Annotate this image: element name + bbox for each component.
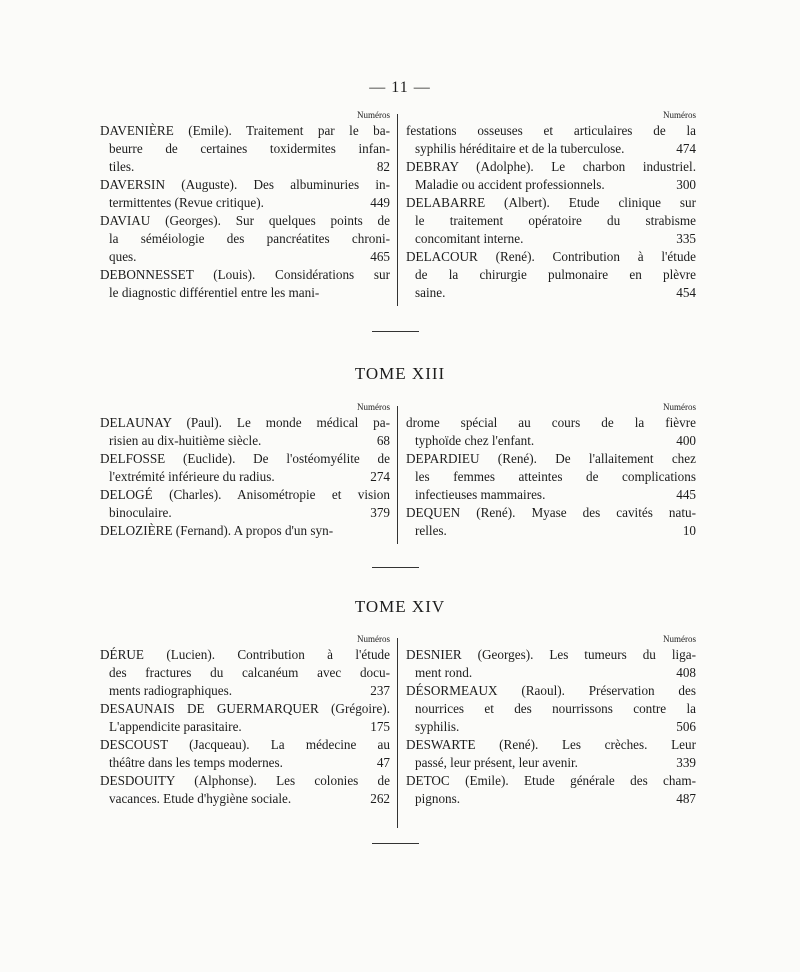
entry-text: binoculaire. [109,505,172,520]
entry-number: 262 [370,791,390,806]
entry-text: le diagnostic différentiel entre les mani- [109,285,320,300]
entry-text: ments radiographiques. [109,683,233,698]
section-tome-xiii [100,402,698,548]
entry-text: Maladie ou accident professionnels. [415,177,605,192]
entry-text: DAVERSIN (Auguste). Des albuminuries in- [100,177,390,192]
entry-text: festations osseuses et articulaires de la [406,123,696,138]
entry-text: l'extrémité inférieure du radius. [109,469,275,484]
index-entry [100,450,390,486]
entry-line [100,230,390,248]
tome-title: TOME XIII [354,364,446,383]
entry-number: 408 [676,665,696,680]
entry-text: DELOGÉ (Charles). Anisométropie et vision [100,487,390,502]
entry-line [406,140,696,158]
index-entry [406,682,696,736]
entry-text: concomitant interne. [415,231,524,246]
entry-number: 82 [376,159,390,174]
entry-line [100,248,390,266]
entry-line [100,122,390,140]
entry-line [100,284,390,302]
entry-text: le traitement opératoire du strabisme [415,213,696,228]
entry-text: infectieuses mammaires. [415,487,546,502]
index-entry [100,176,390,212]
entry-text: théâtre dans les temps modernes. [109,755,283,770]
entry-line [406,212,696,230]
entry-line [406,736,696,754]
column-divider [397,638,398,828]
index-entry [406,646,696,682]
right-column [406,110,696,302]
entry-line [100,790,390,808]
index-entry [406,194,696,248]
entry-text: typhoïde chez l'enfant. [415,433,535,448]
entry-line [100,718,390,736]
index-entry [100,414,390,450]
entry-line [406,248,696,266]
entry-line [406,664,696,682]
entry-text: DETOC (Emile). Etude générale des cham- [406,773,696,788]
entry-number: 335 [676,231,696,246]
entry-text: DELABARRE (Albert). Etude clinique sur [406,195,696,210]
right-column [406,634,696,808]
entry-number: 454 [676,285,696,300]
entry-line [406,790,696,808]
index-entry [406,414,696,450]
entry-number: 274 [370,469,390,484]
entry-text: beurre de certaines toxidermites infan- [109,141,390,156]
entry-text: DELOZIÈRE (Fernand). A propos d'un syn- [100,523,334,538]
entry-line [406,718,696,736]
entry-text: DAVENIÈRE (Emile). Traitement par le ba- [100,123,390,138]
entry-text: termittentes (Revue critique). [109,195,264,210]
column-divider [397,406,398,544]
index-entry [406,772,696,808]
column-divider [397,114,398,306]
entry-text: DESCOUST (Jacqueau). La médecine au [100,737,390,752]
right-column [406,402,696,540]
entry-line [406,486,696,504]
entry-line [406,682,696,700]
section-tome-xiv [100,634,698,824]
entry-text: relles. [415,523,447,538]
entry-number: 449 [370,195,390,210]
entry-text: syphilis. [415,719,460,734]
entry-text: de la chirurgie pulmonaire en plèvre [415,267,696,282]
section-tome-xii-continued [100,110,698,310]
entry-text: DEBONNESSET (Louis). Considérations sur [100,267,390,282]
entry-line [100,504,390,522]
entry-line [406,700,696,718]
index-entry [100,212,390,266]
index-entry [100,486,390,522]
entry-number: 506 [676,719,696,734]
numeros-label: Numéros [357,110,390,120]
entry-text: DESDOUITY (Alphonse). Les colonies de [100,773,390,788]
page-number: — 11 — [369,79,431,96]
entry-text: ques. [109,249,137,264]
entry-line [100,432,390,450]
entry-line [100,176,390,194]
left-column [100,634,390,808]
entry-text: drome spécial au cours de la fièvre [406,415,696,430]
entry-text: saine. [415,285,446,300]
entry-number: 237 [370,683,390,698]
entry-text: des fractures du calcanéum avec docu- [109,665,390,680]
entry-line [100,522,390,540]
entry-text: DELFOSSE (Euclide). De l'ostéomyélite de [100,451,390,466]
index-entry [100,122,390,176]
entry-line [100,736,390,754]
entry-text: pignons. [415,791,461,806]
entry-number: 10 [682,523,696,538]
section-rule [372,331,419,332]
entry-text: la séméiologie des pancréatites chroni- [109,231,390,246]
entry-line [100,140,390,158]
entry-text: risien au dix-huitième siècle. [109,433,262,448]
entry-line [100,450,390,468]
numeros-label: Numéros [663,110,696,120]
entry-line [100,158,390,176]
entry-text: nourrices et des nourrissons contre la [415,701,696,716]
entry-text: DEBRAY (Adolphe). Le charbon industriel. [406,159,696,174]
index-entry [100,736,390,772]
index-entry [406,122,696,158]
entry-line [100,682,390,700]
entry-number: 339 [676,755,696,770]
entry-line [406,158,696,176]
entry-line [406,754,696,772]
entry-text: passé, leur présent, leur avenir. [415,755,578,770]
entry-line [406,646,696,664]
entry-number: 379 [370,505,390,520]
index-entry [406,736,696,772]
entry-text: DEPARDIEU (René). De l'allaitement chez [406,451,696,466]
tome-title: TOME XIV [354,597,446,616]
entry-line [100,754,390,772]
index-entry [100,266,390,302]
left-column [100,110,390,302]
entry-number: 47 [376,755,390,770]
index-entry [406,450,696,504]
entry-number: 175 [370,719,390,734]
entry-text: DÉRUE (Lucien). Contribution à l'étude [100,647,390,662]
numeros-label: Numéros [357,634,390,644]
entry-text: DESNIER (Georges). Les tumeurs du liga- [406,647,696,662]
entry-text: les femmes atteintes de complications [415,469,696,484]
entry-number: 465 [370,249,390,264]
entry-text: DESWARTE (René). Les crèches. Leur [406,737,696,752]
section-rule [372,843,419,844]
entry-text: DEQUEN (René). Myase des cavités natu- [406,505,696,520]
entry-line [406,284,696,302]
index-entry [406,248,696,302]
index-entry [406,158,696,194]
entry-text: ment rond. [415,665,473,680]
entry-text: syphilis héréditaire et de la tuberculose. [415,141,625,156]
entry-line [406,266,696,284]
left-column [100,402,390,540]
entry-text: L'appendicite parasitaire. [109,719,242,734]
entry-text: DÉSORMEAUX (Raoul). Préservation des [406,683,696,698]
entry-line [406,468,696,486]
entry-line [406,772,696,790]
entry-line [406,122,696,140]
numeros-label: Numéros [663,402,696,412]
entry-text: DESAUNAIS DE GUERMARQUER (Grégoire). [100,701,390,716]
index-entry [100,700,390,736]
entry-text: DELAUNAY (Paul). Le monde médical pa- [100,415,390,430]
entry-line [100,486,390,504]
entry-line [100,664,390,682]
entry-line [406,450,696,468]
entry-text: vacances. Etude d'hygiène sociale. [109,791,292,806]
entry-text: tiles. [109,159,135,174]
entry-line [406,230,696,248]
index-entry [100,522,390,540]
entry-line [406,414,696,432]
entry-line [406,194,696,212]
numeros-label: Numéros [357,402,390,412]
index-entry [100,772,390,808]
entry-line [406,522,696,540]
entry-number: 445 [676,487,696,502]
entry-line [100,266,390,284]
index-entry [406,504,696,540]
entry-number: 68 [376,433,390,448]
entry-line [100,468,390,486]
entry-line [406,432,696,450]
numeros-label: Numéros [663,634,696,644]
entry-line [100,212,390,230]
section-rule [372,567,419,568]
entry-number: 400 [676,433,696,448]
entry-line [406,176,696,194]
entry-line [100,646,390,664]
index-entry [100,646,390,700]
entry-number: 474 [676,141,696,156]
entry-text: DELACOUR (René). Contribution à l'étude [406,249,696,264]
entry-text: DAVIAU (Georges). Sur quelques points de [100,213,390,228]
entry-line [100,772,390,790]
entry-number: 487 [676,791,696,806]
entry-line [406,504,696,522]
entry-number: 300 [676,177,696,192]
entry-line [100,194,390,212]
entry-line [100,700,390,718]
entry-line [100,414,390,432]
